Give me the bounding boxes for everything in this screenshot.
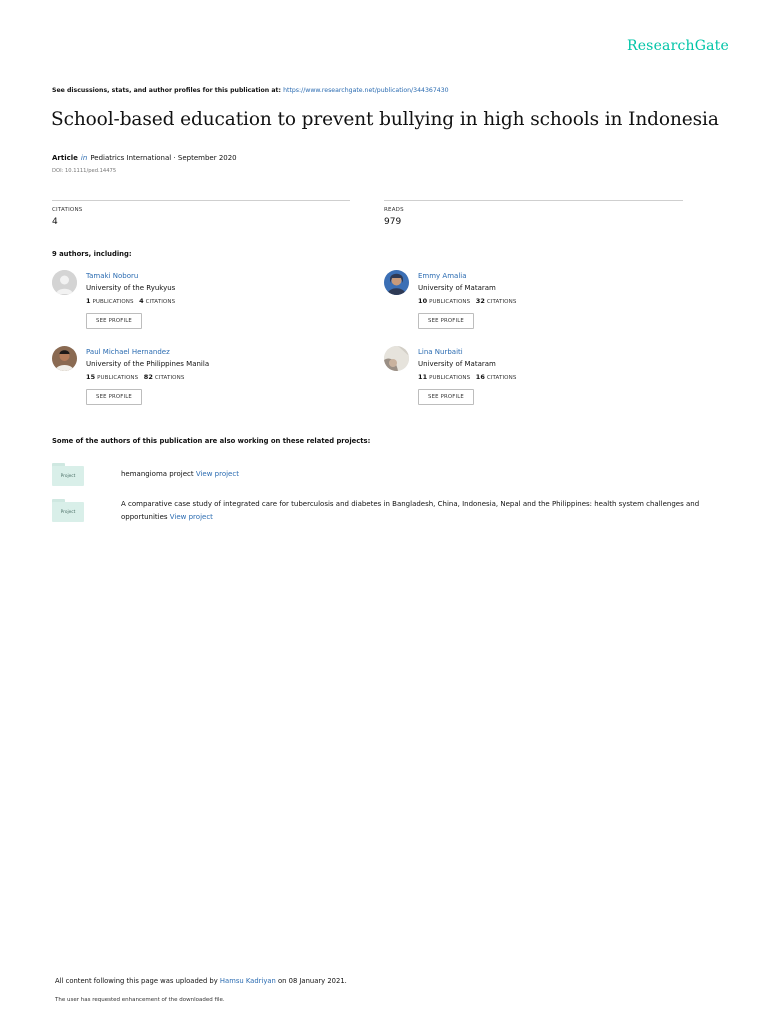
citations-label: CITATIONS bbox=[145, 299, 176, 305]
reads-value: 979 bbox=[384, 217, 402, 227]
view-project-link[interactable]: View project bbox=[169, 513, 213, 521]
author-institution: University of Mataram bbox=[418, 360, 496, 368]
citations-count: 82 bbox=[143, 373, 153, 381]
author-stats bbox=[86, 297, 175, 305]
project-item bbox=[121, 468, 681, 481]
reads-divider bbox=[384, 200, 683, 201]
publications-label: PUBLICATIONS bbox=[429, 299, 471, 305]
citations-count: 16 bbox=[475, 373, 485, 381]
citations-label: CITATIONS bbox=[486, 299, 517, 305]
publications-count: 1 bbox=[86, 297, 91, 305]
upload-suffix: on 08 January 2021. bbox=[275, 977, 347, 985]
view-project-link[interactable]: View project bbox=[195, 470, 239, 478]
publications-count: 10 bbox=[418, 297, 428, 305]
project-icon-label: Project bbox=[52, 466, 84, 486]
citations-divider bbox=[52, 200, 350, 201]
author-stats bbox=[86, 373, 184, 381]
citations-label: CITATIONS bbox=[52, 207, 83, 213]
author-name[interactable]: Lina Nurbaiti bbox=[418, 348, 463, 356]
author-institution: University of Mataram bbox=[418, 284, 496, 292]
article-in: in bbox=[80, 154, 88, 162]
related-projects-heading: Some of the authors of this publication are also working on these related projects: bbox=[52, 437, 371, 445]
author-photo-icon[interactable] bbox=[384, 270, 409, 295]
see-discussions-text: See discussions, stats, and author profiles for this publication at: bbox=[52, 87, 284, 94]
publications-count: 15 bbox=[86, 373, 96, 381]
citations-count: 32 bbox=[475, 297, 485, 305]
researchgate-logo[interactable]: ResearchGate bbox=[626, 38, 729, 54]
publications-label: PUBLICATIONS bbox=[97, 375, 139, 381]
author-photo-icon[interactable] bbox=[52, 346, 77, 371]
author-name[interactable]: Emmy Amalia bbox=[418, 272, 467, 280]
project-item bbox=[121, 498, 711, 524]
author-name[interactable]: Paul Michael Hernandez bbox=[86, 348, 170, 356]
see-profile-button[interactable]: SEE PROFILE bbox=[86, 313, 142, 329]
see-profile-button[interactable]: SEE PROFILE bbox=[418, 389, 474, 405]
article-venue: Pediatrics International · September 2020 bbox=[90, 154, 237, 162]
citations-label: CITATIONS bbox=[154, 375, 185, 381]
publications-label: PUBLICATIONS bbox=[429, 375, 471, 381]
upload-info bbox=[55, 977, 347, 985]
download-note: The user has requested enhancement of the downloaded file. bbox=[55, 997, 225, 1003]
project-title: A comparative case study of integrated care for tuberculosis and diabetes in Bangladesh, China, Indonesia, Nepal and the Philippines: health system challenges and opportunities bbox=[121, 500, 700, 521]
see-profile-button[interactable]: SEE PROFILE bbox=[86, 389, 142, 405]
citations-count: 4 bbox=[139, 297, 144, 305]
author-stats bbox=[418, 373, 516, 381]
publication-url-link[interactable]: https://www.researchgate.net/publication/344367430 bbox=[283, 87, 449, 94]
project-icon-label: Project bbox=[52, 502, 84, 522]
article-meta bbox=[52, 154, 237, 162]
authors-heading: 9 authors, including: bbox=[52, 250, 132, 258]
author-institution: University of the Philippines Manila bbox=[86, 360, 210, 368]
reads-label: READS bbox=[384, 207, 404, 213]
publications-count: 11 bbox=[418, 373, 428, 381]
see-profile-button[interactable]: SEE PROFILE bbox=[418, 313, 474, 329]
default-avatar-icon[interactable] bbox=[52, 270, 77, 295]
see-discussions-line bbox=[52, 87, 449, 94]
project-folder-icon[interactable] bbox=[52, 463, 84, 487]
author-stats bbox=[418, 297, 516, 305]
upload-prefix: All content following this page was uploaded by bbox=[55, 977, 220, 985]
article-type: Article bbox=[52, 154, 78, 162]
citations-value: 4 bbox=[52, 217, 58, 227]
project-title: hemangioma project bbox=[121, 470, 194, 478]
citations-label: CITATIONS bbox=[486, 375, 517, 381]
uploader-link[interactable]: Hamsu Kadriyan bbox=[219, 977, 276, 985]
author-name[interactable]: Tamaki Noboru bbox=[86, 272, 139, 280]
publication-title: School-based education to prevent bullying in high schools in Indonesia bbox=[51, 109, 719, 130]
publications-label: PUBLICATIONS bbox=[92, 299, 134, 305]
author-photo-icon[interactable] bbox=[384, 346, 409, 371]
project-folder-icon[interactable] bbox=[52, 499, 84, 523]
author-institution: University of the Ryukyus bbox=[86, 284, 176, 292]
article-doi: DOI: 10.1111/ped.14475 bbox=[52, 168, 117, 174]
